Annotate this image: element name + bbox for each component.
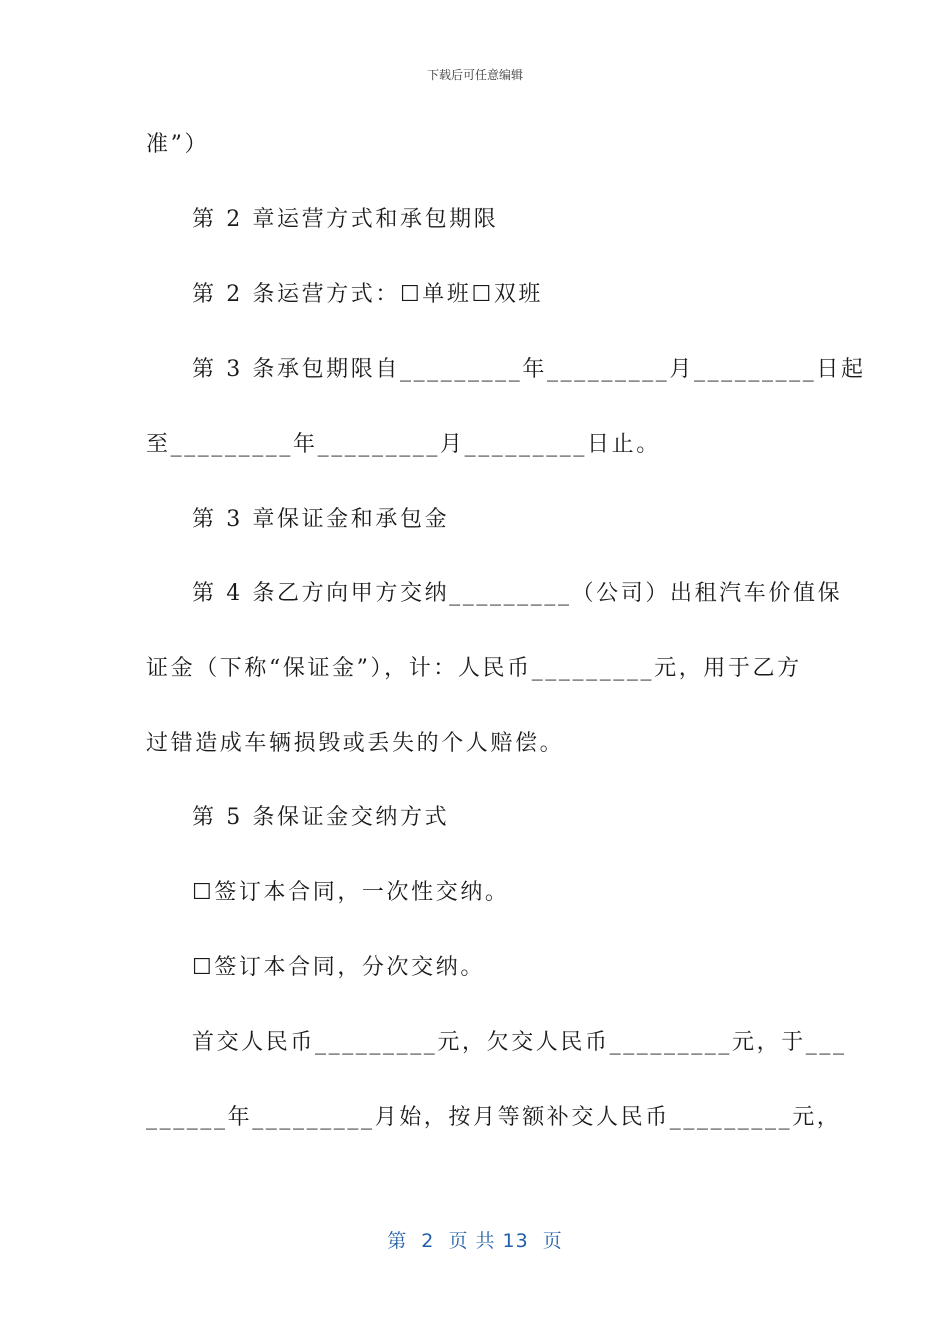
chapter-heading: 第 3 章保证金和承包金: [192, 507, 450, 532]
page-header: 下载后可任意编辑: [426, 68, 523, 82]
text-line: 第 3 条承包期限自_________年_________月_________日起: [192, 357, 866, 382]
text-line: 过错造成车辆损毁或丢失的个人赔偿。: [146, 731, 565, 756]
text-line: 第 5 条保证金交纳方式: [192, 805, 450, 830]
text-line: 首交人民币_________元，欠交人民币_________元，于___: [192, 1030, 847, 1055]
text-line: ______年_________月始，按月等额补交人民币_________元，: [146, 1105, 842, 1130]
text-line: 第 2 条运营方式：☐单班☐双班: [192, 282, 544, 307]
checkbox-option: ☐签订本合同，分次交纳。: [192, 955, 485, 980]
page-number-footer: [0, 1226, 950, 1253]
checkbox-option: ☐签订本合同，一次性交纳。: [192, 880, 510, 905]
text-line: 第 4 条乙方向甲方交纳_________（公司）出租汽车价值保: [192, 581, 843, 606]
page-number-text: 第 2 页 共 13 页: [387, 1230, 563, 1252]
chapter-heading: 第 2 章运营方式和承包期限: [192, 207, 499, 232]
text-line: 证金（下称“保证金”），计：人民币_________元，用于乙方: [146, 656, 802, 681]
text-line: 至_________年_________月_________日止。: [146, 432, 661, 457]
text-line: 准”）: [146, 132, 210, 157]
